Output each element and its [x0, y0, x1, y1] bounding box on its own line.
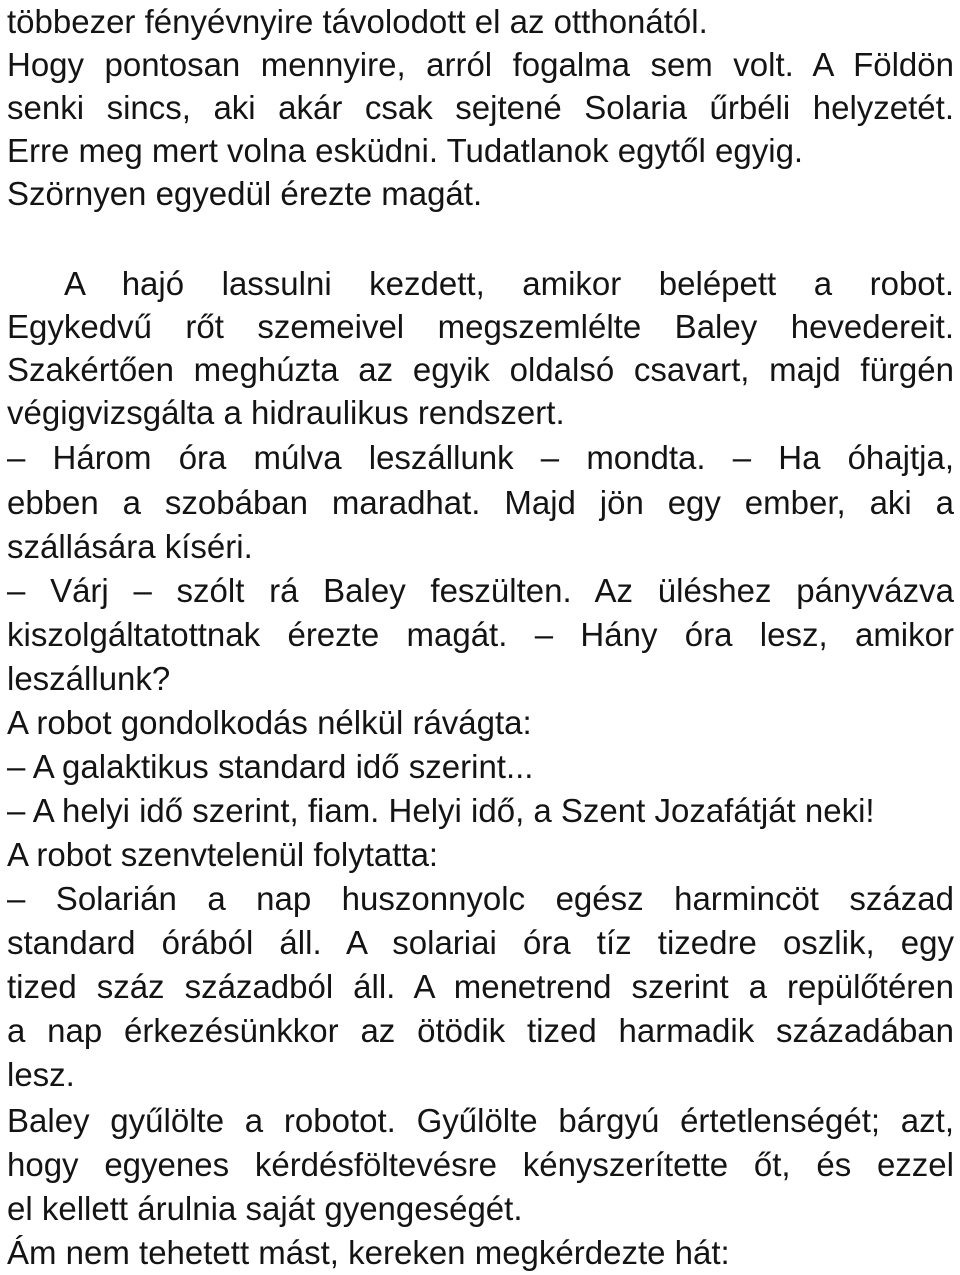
text-line: Szörnyen egyedül érezte magát.	[7, 175, 483, 212]
text-line: – Három óra múlva leszállunk – mondta. – Ha óhajtja,	[7, 439, 954, 476]
text-line: hogy egyenes kérdésföltevésre kényszerítette őt, és ezzel	[7, 1146, 954, 1183]
text-line: A robot gondolkodás nélkül rávágta:	[7, 704, 532, 741]
text-line: Erre meg mert volna esküdni. Tudatlanok egytől egyig.	[7, 132, 804, 169]
text-line: – A galaktikus standard idő szerint...	[7, 748, 534, 785]
text-line: ebben a szobában maradhat. Majd jön egy ember, aki a	[7, 484, 954, 521]
text-line: A hajó lassulni kezdett, amikor belépett a robot.	[64, 265, 954, 302]
text-line: – Várj – szólt rá Baley feszülten. Az üléshez pányvázva	[7, 572, 954, 609]
text-line: Baley gyűlölte a robotot. Gyűlölte bárgyú értetlenségét; azt,	[7, 1102, 954, 1139]
text-line: el kellett árulnia saját gyengeségét.	[7, 1190, 523, 1227]
text-line: A robot szenvtelenül folytatta:	[7, 836, 439, 873]
text-line: végigvizsgálta a hidraulikus rendszert.	[7, 394, 565, 431]
text-line: szállására kíséri.	[7, 528, 253, 565]
text-line: leszállunk?	[7, 660, 171, 697]
text-line: a nap érkezésünkkor az ötödik tized harmadik századában	[7, 1012, 954, 1049]
text-line: kiszolgáltatottnak érezte magát. – Hány óra lesz, amikor	[7, 616, 954, 653]
text-line: Ám nem tehetett mást, kereken megkérdezte hát:	[7, 1234, 730, 1271]
text-line: – Solarián a nap huszonnyolc egész harmincöt század	[7, 880, 954, 917]
text-line: tized száz századból áll. A menetrend szerint a repülőtéren	[7, 968, 954, 1005]
text-line: Szakértően meghúzta az egyik oldalsó csavart, majd fürgén	[7, 351, 954, 388]
text-line: senki sincs, aki akár csak sejtené Solaria űrbéli helyzetét.	[7, 89, 954, 126]
text-line: standard órából áll. A solariai óra tíz tizedre oszlik, egy	[7, 924, 954, 961]
text-line: – A helyi idő szerint, fiam. Helyi idő, a Szent Jozafátját neki!	[7, 792, 875, 829]
text-line: lesz.	[7, 1056, 75, 1093]
text-line: többezer fényévnyire távolodott el az otthonától.	[7, 3, 708, 40]
text-line: Hogy pontosan mennyire, arról fogalma sem volt. A Földön	[7, 46, 954, 83]
text-line: Egykedvű rőt szemeivel megszemlélte Baley hevedereit.	[7, 308, 954, 345]
